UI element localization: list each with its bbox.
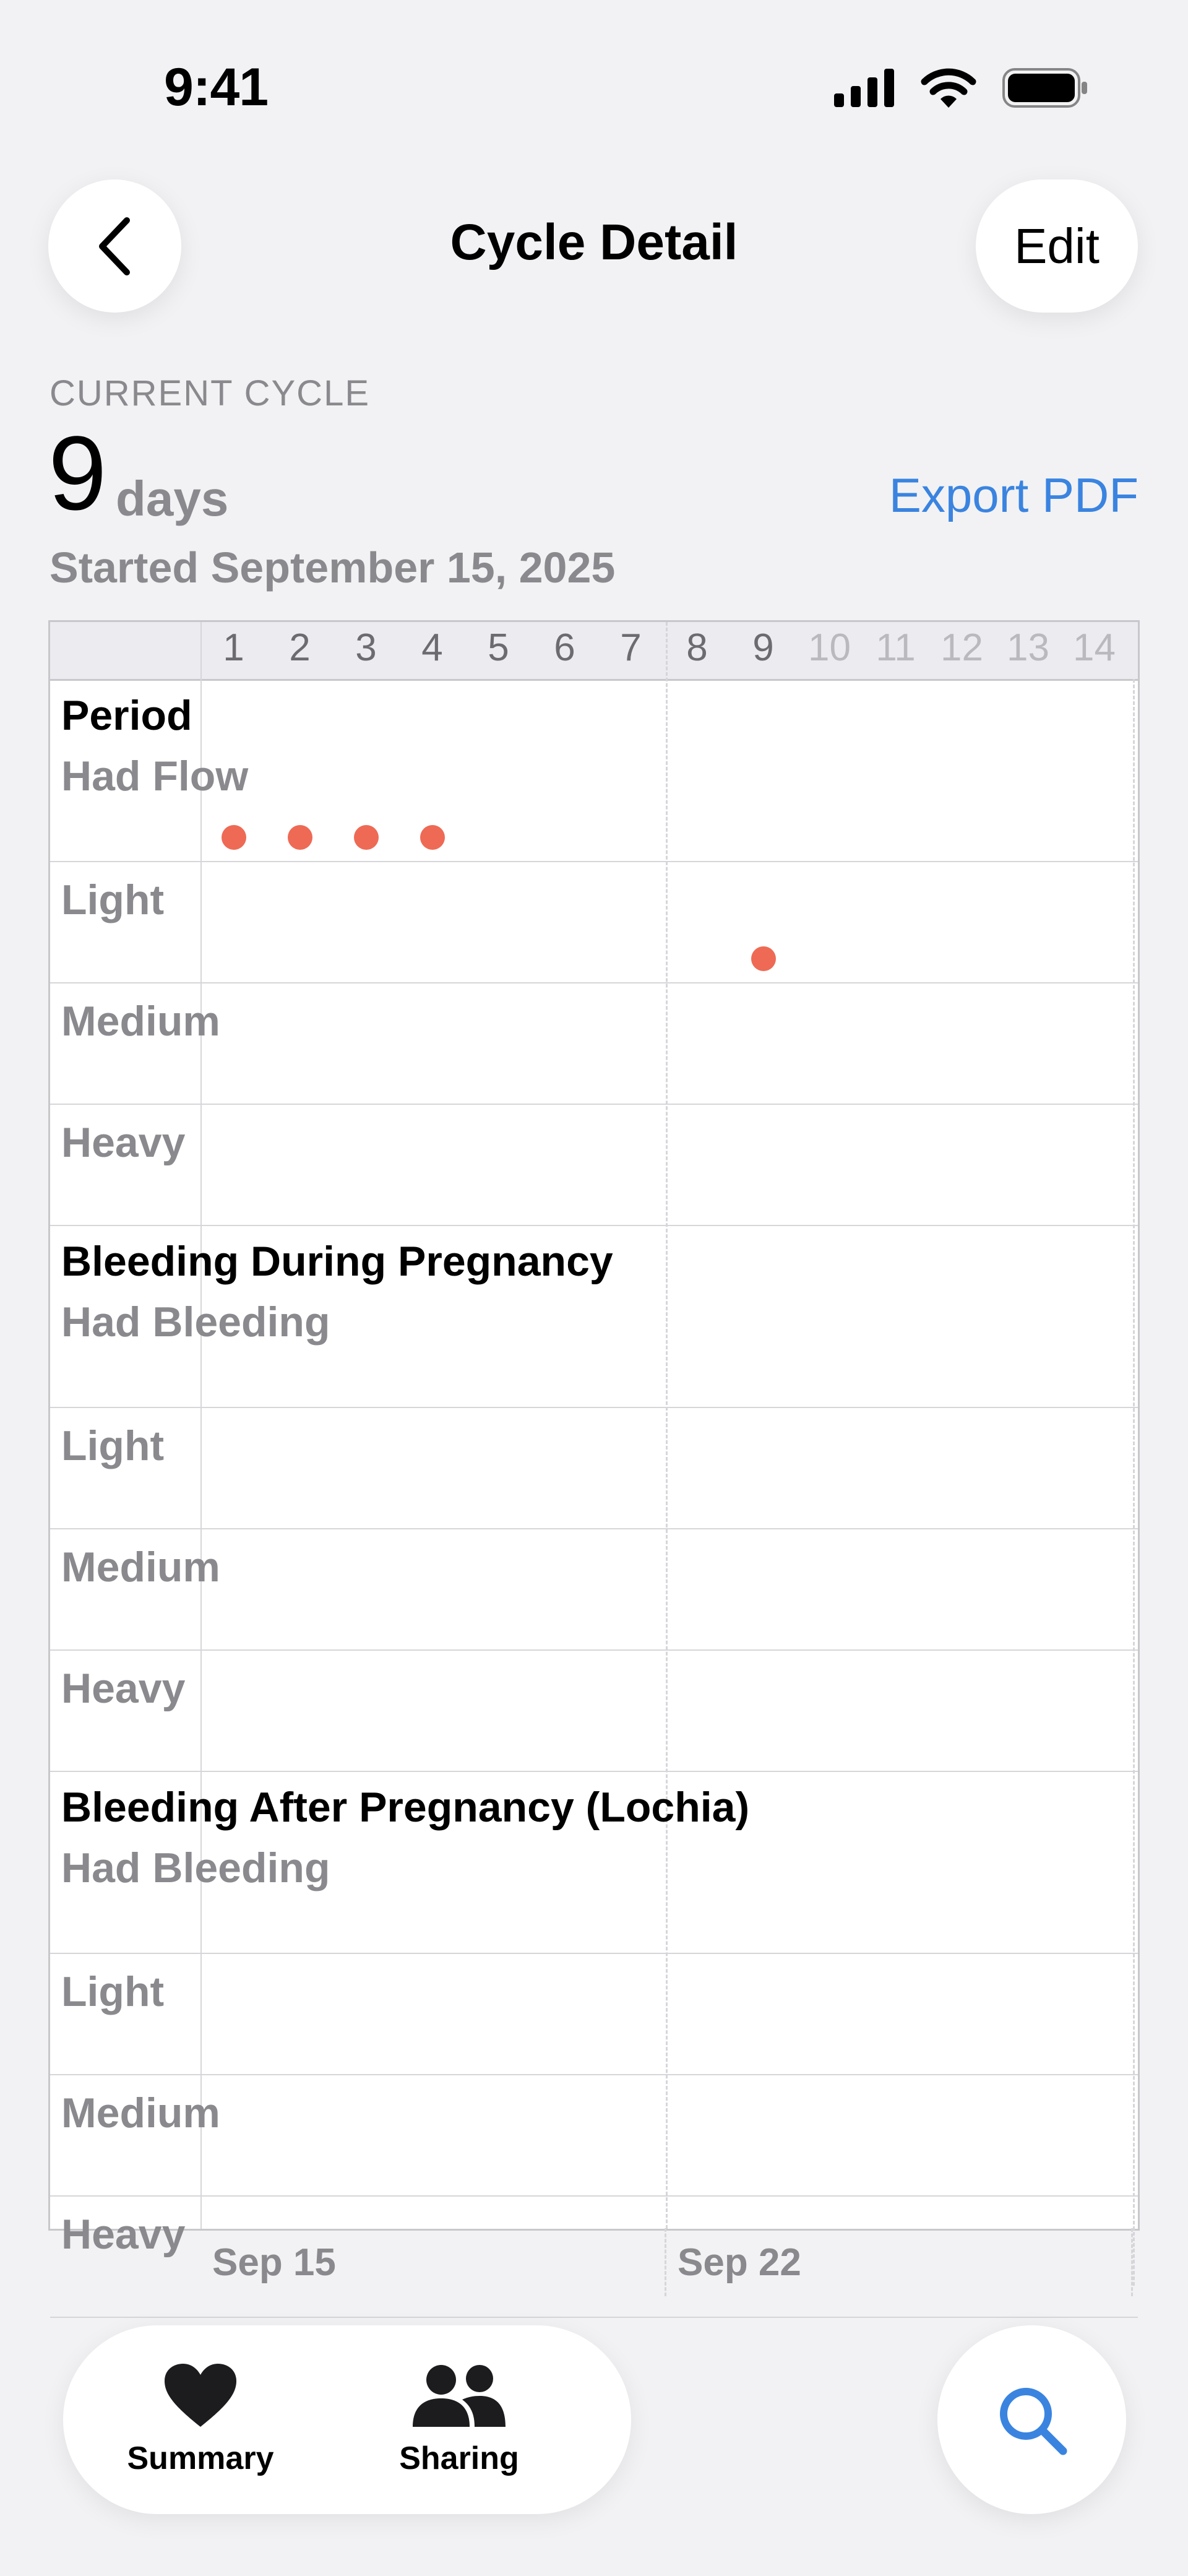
row-divider: [50, 861, 1138, 862]
label-column-divider: [200, 622, 202, 2229]
row-label: Heavy: [61, 1665, 186, 1712]
row-label: Medium: [61, 998, 220, 1045]
search-button[interactable]: [937, 2325, 1126, 2514]
row-divider: [50, 1225, 1138, 1226]
status-icons: [834, 68, 1089, 108]
row-divider: [50, 982, 1138, 983]
day-column-header: 8: [686, 626, 708, 669]
day-column-header: 7: [620, 626, 642, 669]
edit-button[interactable]: Edit: [976, 179, 1138, 313]
cycle-grid: [48, 620, 1140, 2258]
week-label: Sep 22: [678, 2241, 801, 2284]
day-column-header: 5: [488, 626, 509, 669]
day-column-header: 1: [223, 626, 244, 669]
day-column-header: 6: [554, 626, 575, 669]
search-icon: [996, 2384, 1068, 2456]
battery-icon: [1002, 68, 1089, 108]
tab-bar: [63, 2325, 631, 2514]
row-label: Had Bleeding: [61, 1844, 330, 1891]
category-title: Bleeding After Pregnancy (Lochia): [61, 1784, 750, 1831]
day-column-header: 11: [876, 626, 916, 669]
tab-label: Sharing: [399, 2440, 519, 2476]
row-label: Light: [61, 876, 165, 923]
row-divider: [50, 1771, 1138, 1772]
day-column-header: 14: [1073, 626, 1116, 669]
day-column-header: 12: [940, 626, 983, 669]
day-header-row: [50, 622, 1138, 681]
people-icon: [410, 2362, 508, 2428]
row-label: Medium: [61, 2090, 220, 2137]
row-label: Light: [61, 1422, 165, 1469]
wifi-icon: [921, 68, 976, 108]
grid-end-divider: [1133, 679, 1135, 2286]
section-label: CURRENT CYCLE: [50, 373, 371, 413]
day-column-header: 13: [1007, 626, 1049, 669]
day-column-header: 10: [808, 626, 851, 669]
day-column-header: 3: [355, 626, 377, 669]
day-column-header: 2: [289, 626, 311, 669]
cellular-signal-icon: [834, 69, 895, 107]
cycle-length-value: 9: [48, 415, 107, 532]
tab-label: Summary: [127, 2440, 274, 2476]
row-divider: [50, 1104, 1138, 1105]
heart-icon: [163, 2362, 238, 2428]
row-divider: [50, 1528, 1138, 1529]
row-label: Light: [61, 1968, 165, 2015]
day-column-header: 4: [421, 626, 443, 669]
export-pdf-link[interactable]: Export PDF: [889, 468, 1138, 522]
row-divider: [50, 2317, 1138, 2318]
row-label: Heavy: [61, 2211, 186, 2258]
cycle-length-unit: days: [116, 471, 229, 526]
category-title: Period: [61, 692, 192, 739]
cycle-start-date: Started September 15, 2025: [50, 543, 616, 592]
grid-end-tick: [1131, 2228, 1133, 2296]
week-divider: [666, 622, 668, 2229]
flow-entry-dot[interactable]: [420, 825, 445, 850]
week-tick: [665, 2228, 666, 2296]
row-divider: [50, 1407, 1138, 1408]
category-title: Bleeding During Pregnancy: [61, 1238, 613, 1285]
flow-entry-dot[interactable]: [751, 946, 776, 971]
flow-entry-dot[interactable]: [288, 825, 312, 850]
row-label: Medium: [61, 1544, 220, 1591]
week-label: Sep 15: [212, 2241, 336, 2284]
row-label: Had Bleeding: [61, 1299, 330, 1346]
status-bar: [0, 0, 1188, 173]
row-divider: [50, 2195, 1138, 2197]
row-divider: [50, 1953, 1138, 1954]
flow-entry-dot[interactable]: [222, 825, 246, 850]
day-column-header: 9: [752, 626, 774, 669]
flow-entry-dot[interactable]: [354, 825, 379, 850]
row-label: Heavy: [61, 1119, 186, 1166]
row-divider: [50, 1649, 1138, 1651]
tab-sharing[interactable]: [379, 2362, 540, 2477]
tab-summary[interactable]: [120, 2362, 281, 2477]
page-title: Cycle Detail: [450, 214, 738, 270]
row-divider: [50, 2074, 1138, 2075]
row-label: Had Flow: [61, 753, 249, 800]
status-time: 9:41: [164, 58, 269, 117]
